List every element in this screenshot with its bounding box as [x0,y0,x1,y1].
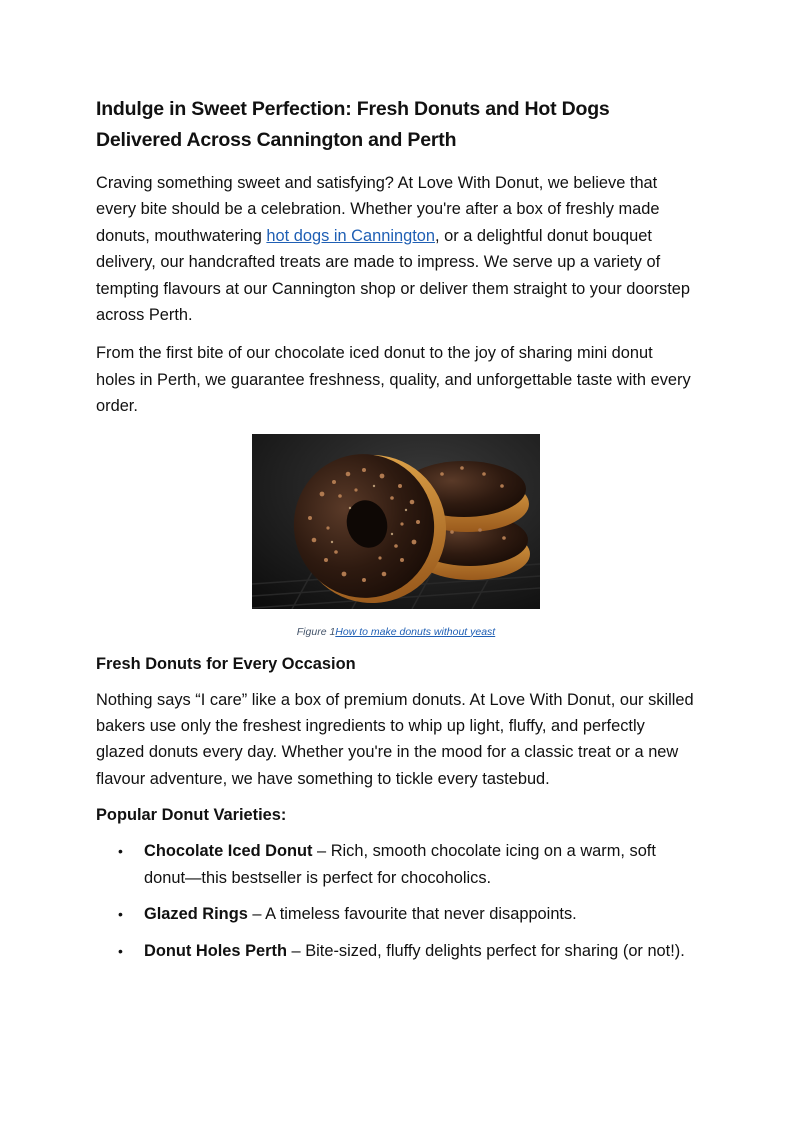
donut-photo [252,434,540,609]
figure [96,434,696,639]
bullet-icon: • [118,906,123,923]
list-item [96,938,696,964]
figure-caption-link[interactable]: How to make donuts without yeast [335,625,496,638]
varieties-list [96,838,696,964]
article-title: Indulge in Sweet Perfection: Fresh Donuts and Hot Dogs Delivered Across Cannington and Perth [96,98,610,151]
variety-name: Donut Holes Perth [144,941,287,960]
hot-dogs-cannington-link[interactable]: hot dogs in Cannington [266,226,435,245]
section-paragraph: Nothing says “I care” like a box of premium donuts. At Love With Donut, our skilled bakers use only the freshest ingredients to whip up light, fluffy, and perfectly glazed donuts every day. Whether you're in the mood for a classic treat or a new flavour adventure, we have something to tickle every tastebud. [96,690,694,788]
second-paragraph: From the first bite of our chocolate iced donut to the joy of sharing mini donut holes in Perth, we guarantee freshness, quality, and unforgettable taste with every order. [96,344,691,416]
intro-paragraph [96,170,696,328]
caption-prefix: Figure 1 [296,625,336,638]
variety-name: Glazed Rings [144,905,248,924]
list-item [96,901,696,927]
variety-desc: – Rich, smooth chocolate icing on a warm, soft donut—this bestseller is perfect for chocoholics. [144,842,656,887]
intro-text-start: Craving something sweet and satisfying? At Love With Donut, we believe that every bite should be a celebration. Whether you're after a box of freshly made donuts, mouthwatering [96,174,660,245]
variety-name: Chocolate Iced Donut [144,842,313,861]
section-heading: Fresh Donuts for Every Occasion [96,654,356,673]
variety-desc: – A timeless favourite that never disappoints. [247,905,577,924]
figure-caption [96,625,696,639]
bullet-icon: • [118,942,123,959]
bullet-icon: • [118,843,123,860]
list-item [96,838,696,891]
document-page [96,94,696,974]
varieties-heading: Popular Donut Varieties: [96,806,287,825]
variety-desc: – Bite-sized, fluffy delights perfect for sharing (or not!). [286,941,685,960]
intro-text-end: , or a delightful donut bouquet delivery, our handcrafted treats are made to impress. We serve up a variety of tempting flavours at our Cannington shop or deliver them straight to your doorstep across Perth. [96,226,691,325]
